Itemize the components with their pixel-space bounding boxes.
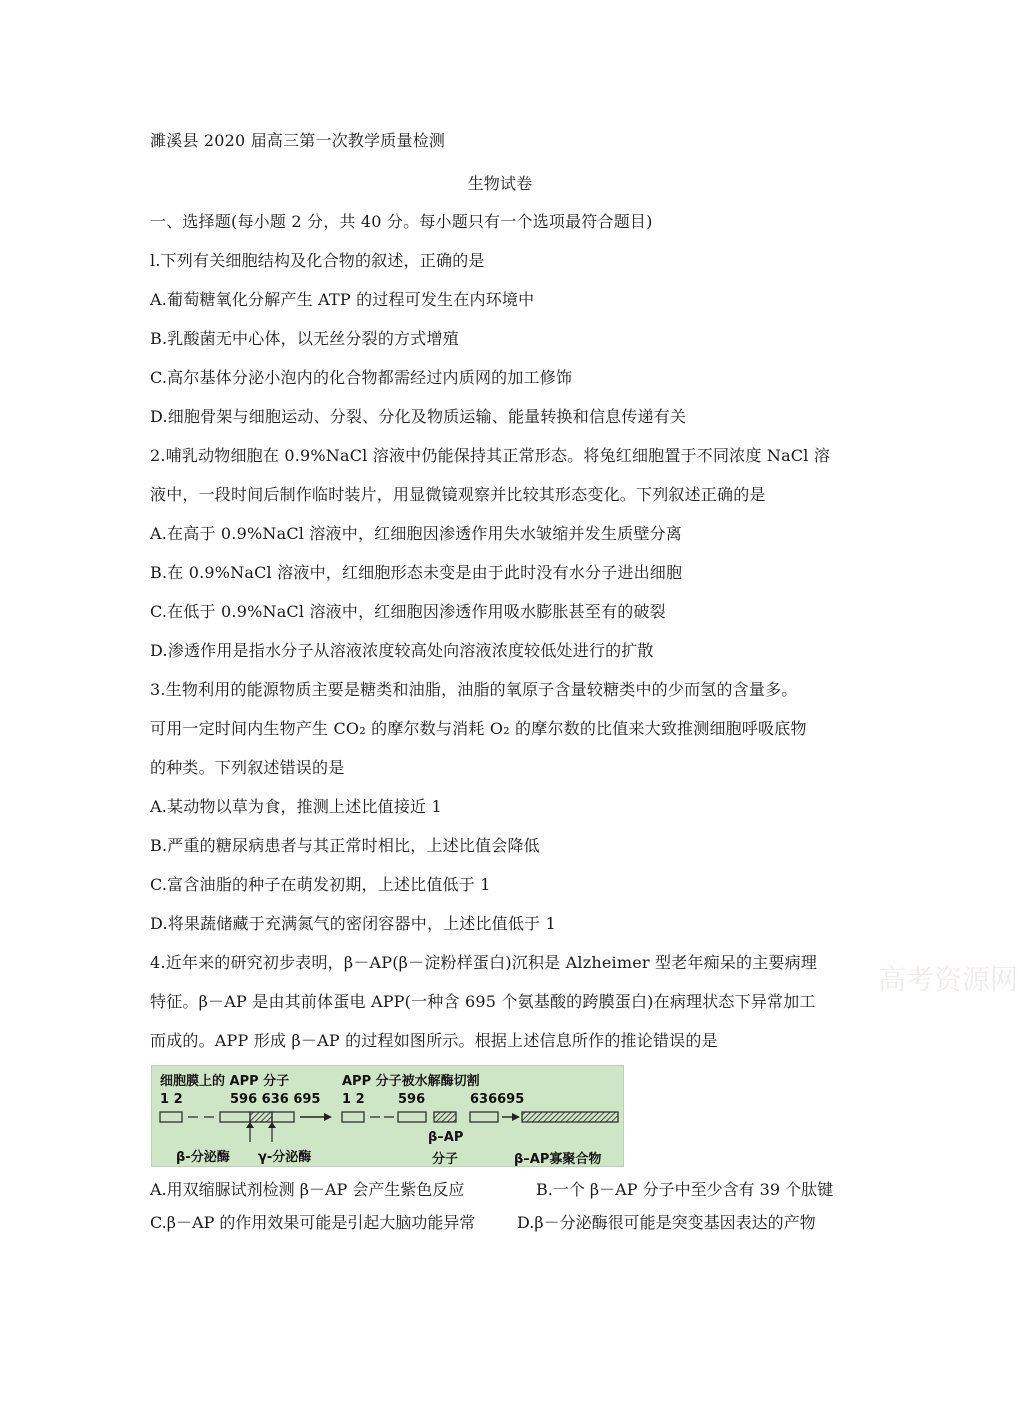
question-4-option-d: D.β－分泌酶很可能是突变基因表达的产物 xyxy=(517,1213,816,1232)
question-2-option-a: A.在高于 0.9%NaCl 溶液中，红细胞因渗透作用失水皱缩并发生质壁分离 xyxy=(150,524,682,543)
app-segment-596 xyxy=(220,1112,250,1122)
gamma-secretase-arrowhead xyxy=(268,1122,276,1128)
question-2-option-d: D.渗透作用是指水分子从溶液浓度较高处向溶液浓度较低处进行的扩散 xyxy=(150,641,654,660)
beta-ap-label: β–AP xyxy=(428,1130,464,1145)
question-4-option-c: C.β－AP 的作用效果可能是引起大脑功能异常 xyxy=(150,1213,476,1232)
process-arrowhead-1 xyxy=(324,1113,332,1121)
watermark: 高考资源网 xyxy=(878,963,1018,996)
question-2-stem-line-1: 2.哺乳动物细胞在 0.9%NaCl 溶液中仍能保持其正常形态。将兔红细胞置于不同浓度 NaCl 溶 xyxy=(150,446,831,465)
question-4-stem-line-2: 特征。β－AP 是由其前体蛋电 APP(一种含 695 个氨基酸的跨膜蛋白)在病理状态下异常加工 xyxy=(150,992,816,1011)
question-2-option-b: B.在 0.9%NaCl 溶液中，红细胞形态未变是由于此时没有水分子进出细胞 xyxy=(150,563,683,582)
beta-secretase-label: β-分泌酶 xyxy=(176,1150,230,1165)
cleaved-segment-start xyxy=(342,1112,364,1122)
question-3-option-d: D.将果蔬储藏于充满氮气的密闭容器中，上述比值低于 1 xyxy=(150,914,557,933)
app-segment-start xyxy=(160,1112,182,1122)
oligomer-label: β–AP寡聚合物 xyxy=(514,1152,602,1167)
figure-title-right: APP 分子被水解酶切割 xyxy=(342,1074,480,1089)
subject-title: 生物试卷 xyxy=(467,174,533,193)
question-2-option-c: C.在低于 0.9%NaCl 溶液中，红细胞因渗透作用吸水膨胀甚至有的破裂 xyxy=(150,602,666,621)
beta-ap-label-molecule: 分子 xyxy=(432,1152,459,1167)
question-1-stem: l.下列有关细胞结构及化合物的叙述，正确的是 xyxy=(150,251,485,270)
question-1-option-a: A.葡萄糖氧化分解产生 ATP 的过程可发生在内环境中 xyxy=(150,290,535,309)
cleaved-segment-end xyxy=(470,1112,498,1122)
figure-nums-right-b: 596 xyxy=(398,1092,426,1107)
beta-secretase-arrowhead xyxy=(246,1122,254,1128)
beta-ap-fragment xyxy=(434,1112,456,1122)
question-3-option-b: B.严重的糖尿病患者与其正常时相比，上述比值会降低 xyxy=(150,836,540,855)
question-3-option-c: C.富含油脂的种子在萌发初期，上述比值低于 1 xyxy=(150,875,491,894)
question-4-stem-line-1: 4.近年来的研究初步表明，β－AP(β－淀粉样蛋白)沉积是 Alzheimer 型老年痴呆的主要病理 xyxy=(150,953,818,972)
question-4-stem-line-3: 而成的。APP 形成 β－AP 的过程如图所示。根据上述信息所作的推论错误的是 xyxy=(150,1031,718,1050)
figure-nums-right-c: 636695 xyxy=(470,1092,525,1107)
section-heading: 一、选择题(每小题 2 分，共 40 分。每小题只有一个选项最符合题目) xyxy=(150,212,653,231)
question-3-stem-line-1: 3.生物利用的能源物质主要是糖类和油脂，油脂的氧原子含量较糖类中的少而氢的含量多。 xyxy=(150,680,798,699)
figure-nums-left-b: 596 636 695 xyxy=(230,1092,321,1107)
question-4-options-row-2 xyxy=(150,1213,860,1233)
app-segment-hatched xyxy=(250,1112,272,1122)
question-3-stem-line-2: 可用一定时间内生物产生 CO₂ 的摩尔数与消耗 O₂ 的摩尔数的比值来大致推测细胞呼吸底物 xyxy=(150,719,807,738)
cleaved-segment-596 xyxy=(398,1112,426,1122)
question-1-option-b: B.乳酸菌无中心体，以无丝分裂的方式增殖 xyxy=(150,329,459,348)
question-4-options-row-1 xyxy=(150,1180,860,1200)
figure-title-left: 细胞膜上的 APP 分子 xyxy=(160,1074,290,1089)
figure-nums-left: 1 2 xyxy=(160,1092,183,1107)
beta-ap-oligomer xyxy=(522,1112,618,1122)
question-4-option-a: A.用双缩脲试剂检测 β－AP 会产生紫色反应 xyxy=(150,1180,465,1199)
question-3-stem-line-3: 的种类。下列叙述错误的是 xyxy=(150,758,345,777)
gamma-secretase-label: γ-分泌酶 xyxy=(258,1150,312,1165)
app-segment-end xyxy=(272,1112,294,1122)
question-3-option-a: A.某动物以草为食，推测上述比值接近 1 xyxy=(150,797,442,816)
figure-nums-right: 1 2 xyxy=(342,1092,365,1107)
exam-title: 濉溪县 2020 届高三第一次教学质量检测 xyxy=(150,131,446,150)
question-1-option-d: D.细胞骨架与细胞运动、分裂、分化及物质运输、能量转换和信息传递有关 xyxy=(150,407,687,426)
question-4-option-b: B.一个 β－AP 分子中至少含有 39 个肽键 xyxy=(536,1180,834,1199)
app-process-figure xyxy=(151,1065,624,1167)
process-arrowhead-2 xyxy=(512,1113,520,1121)
question-1-option-c: C.高尔基体分泌小泡内的化合物都需经过内质网的加工修饰 xyxy=(150,368,573,387)
question-2-stem-line-2: 液中，一段时间后制作临时装片，用显微镜观察并比较其形态变化。下列叙述正确的是 xyxy=(150,485,766,504)
